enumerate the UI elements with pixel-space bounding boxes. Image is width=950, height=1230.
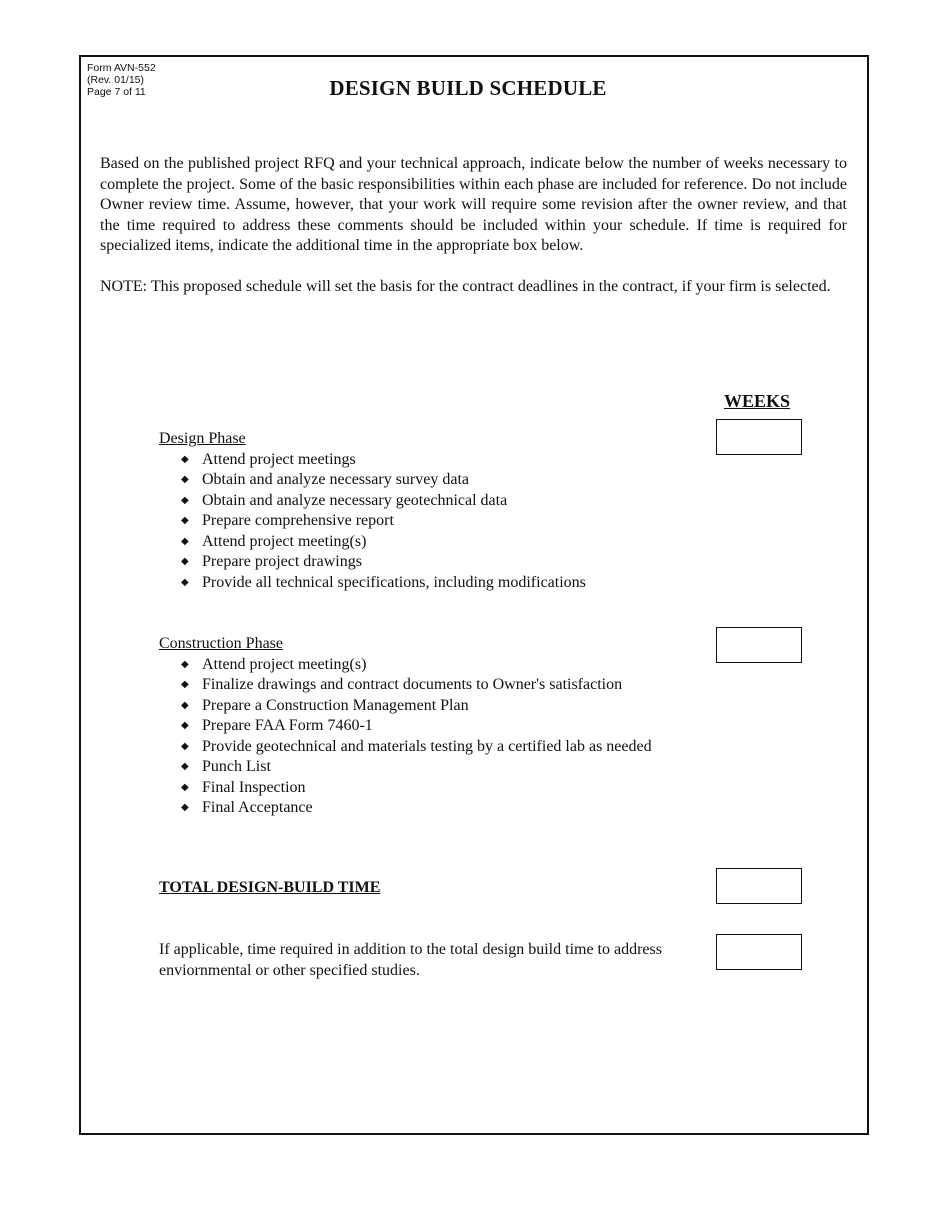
diamond-bullet-icon: ◆ [181, 761, 189, 772]
list-item: ◆ Finalize drawings and contract documents to Owner's satisfaction [159, 675, 652, 696]
list-item: ◆ Final Acceptance [159, 798, 652, 819]
list-item: ◆ Final Inspection [159, 778, 652, 799]
page-title: DESIGN BUILD SCHEDULE [329, 76, 607, 100]
form-revision: (Rev. 01/15) [87, 74, 144, 86]
diamond-bullet-icon: ◆ [181, 576, 189, 588]
construction-phase-list [159, 655, 652, 819]
list-item: ◆ Provide all technical specifications, including modifications [159, 573, 586, 594]
diamond-bullet-icon: ◆ [181, 699, 189, 711]
construction-phase-title: Construction Phase [159, 635, 283, 652]
total-design-build-label: TOTAL DESIGN-BUILD TIME [159, 879, 381, 896]
list-item: ◆ Attend project meeting(s) [159, 655, 652, 676]
diamond-bullet-icon: ◆ [181, 679, 189, 690]
total-weeks-field[interactable] [716, 868, 802, 904]
additional-time-text: If applicable, time required in addition to the total design build time to address enviornmental or other specified studies. [159, 941, 662, 979]
list-item: ◆ Provide geotechnical and materials testing by a certified lab as needed [159, 737, 652, 758]
diamond-bullet-icon: ◆ [181, 802, 189, 813]
list-item: ◆ Attend project meeting(s) [159, 532, 586, 553]
intro-paragraph: Based on the published project RFQ and your technical approach, indicate below the number of weeks necessary to complete the project. Some of the basic responsibilities within each phase are included for reference. Do not include Owner review time. Assume, however, that your work will require some revision after the owner review, and that the time required to address these comments should be included within your schedule. If time is required for specialized items, indicate the additional time in the appropriate box below. [100, 155, 847, 254]
list-item: ◆ Prepare FAA Form 7460-1 [159, 716, 652, 737]
diamond-bullet-icon: ◆ [181, 474, 189, 485]
list-item: ◆ Obtain and analyze necessary survey data [159, 470, 586, 491]
diamond-bullet-icon: ◆ [181, 740, 189, 752]
weeks-heading: WEEKS [724, 391, 791, 411]
note-paragraph: NOTE: This proposed schedule will set the basis for the contract deadlines in the contract, if your firm is selected. [100, 278, 831, 295]
diamond-bullet-icon: ◆ [181, 494, 189, 506]
diamond-bullet-icon: ◆ [181, 515, 189, 526]
diamond-bullet-icon: ◆ [181, 658, 189, 670]
diamond-bullet-icon: ◆ [181, 556, 189, 567]
construction-phase-section [159, 634, 652, 819]
list-item: ◆ Prepare a Construction Management Plan [159, 696, 652, 717]
design-phase-list [159, 450, 586, 594]
design-phase-title: Design Phase [159, 430, 246, 447]
list-item: ◆ Prepare comprehensive report [159, 511, 586, 532]
diamond-bullet-icon: ◆ [181, 535, 189, 547]
list-item: ◆ Obtain and analyze necessary geotechnical data [159, 491, 586, 512]
diamond-bullet-icon: ◆ [181, 781, 189, 793]
construction-phase-weeks-field[interactable] [716, 627, 802, 663]
form-number: Form AVN-552 [87, 62, 156, 74]
design-phase-weeks-field[interactable] [716, 419, 802, 455]
page-number: Page 7 of 11 [87, 86, 146, 98]
additional-weeks-field[interactable] [716, 934, 802, 970]
list-item: ◆ Attend project meetings [159, 450, 586, 471]
list-item: ◆ Prepare project drawings [159, 552, 586, 573]
design-phase-section [159, 429, 586, 593]
diamond-bullet-icon: ◆ [181, 453, 189, 465]
list-item: ◆ Punch List [159, 757, 652, 778]
diamond-bullet-icon: ◆ [181, 720, 189, 731]
